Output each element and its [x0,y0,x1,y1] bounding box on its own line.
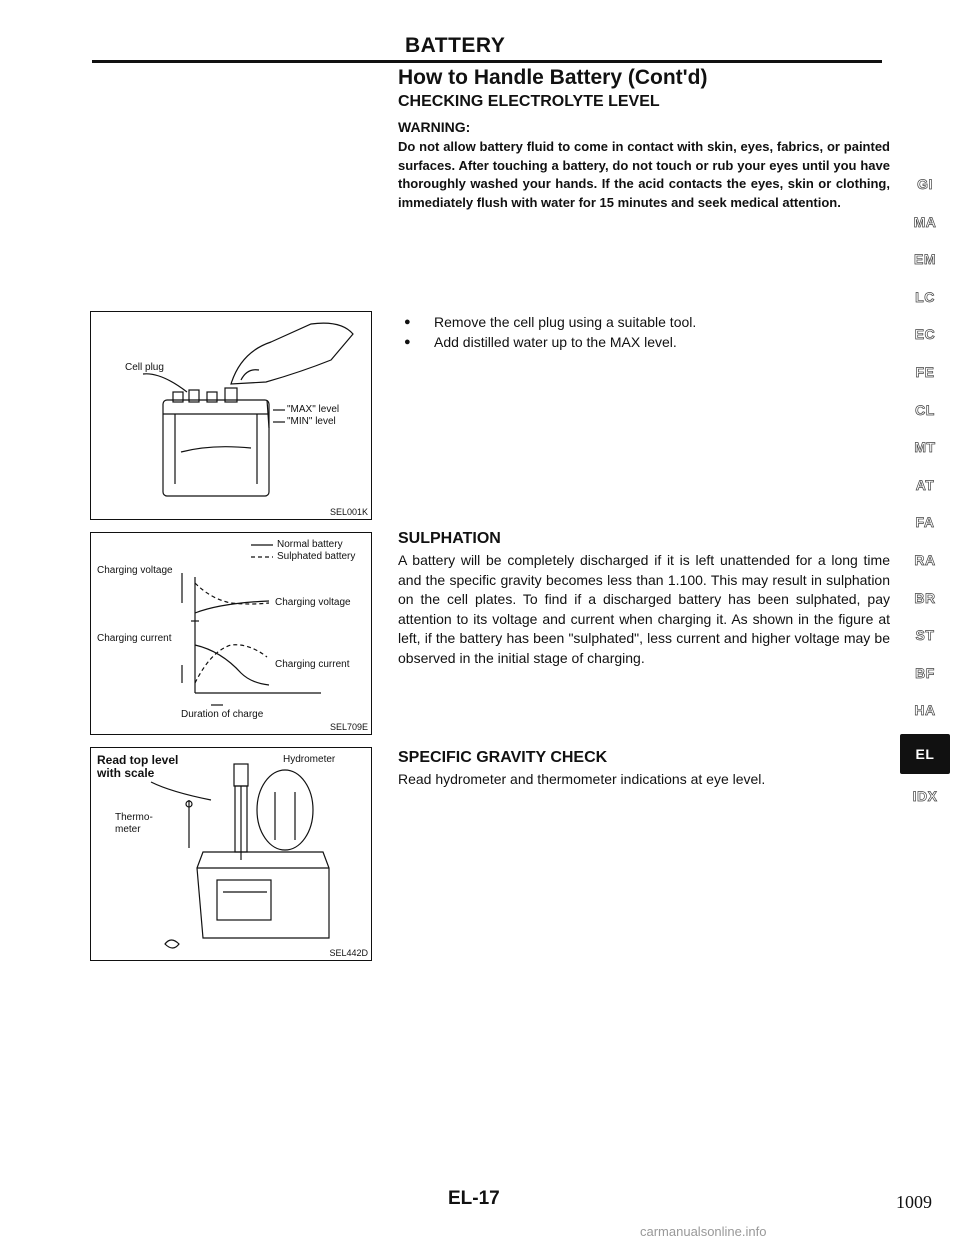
legend-sulphated: Sulphated battery [277,551,356,562]
section-title: How to Handle Battery (Cont'd) [398,66,708,89]
header-rule [92,60,882,63]
tab-gi[interactable]: GI [917,176,933,192]
tab-fa[interactable]: FA [915,514,935,531]
hydrometer-label: Hydrometer [283,754,336,765]
page-code: EL-17 [448,1188,500,1209]
max-level-label: "MAX" level [287,404,340,415]
tab-mt[interactable]: MT [914,439,936,456]
tab-ec[interactable]: EC [914,326,936,343]
tab-idx[interactable]: IDX [912,787,938,804]
warning-label: WARNING: [398,119,471,135]
thermometer-label-1: Thermo- [115,812,153,823]
sulphation-text: A battery will be completely discharged if it is left unattended for a long time and the specific gravity becomes less than 1.100. This may result in sulphation on the cell plates. To find if a discharged battery has been sulphated, pay attention to its voltage and current when charging it. As shown in the figure at left, if the battery has been "sulphated", less current and higher voltage may be observed in the initial stage of charging. [398,552,890,666]
figure-code: SEL001K [329,507,368,517]
warning-text: Do not allow battery fluid to come in contact with skin, eyes, fabrics, or painted surfaces. After touching a battery, do not touch or rub your eyes until you have thoroughly washed your hands. If the acid contacts the eyes, skin or clothing, immediately flush with water for 15 minutes and seek medical attention. [398,139,890,210]
cell-plug-label: Cell plug [125,362,164,373]
tab-ha[interactable]: HA [914,702,936,719]
y-label-voltage: Charging voltage [97,565,173,576]
curve-label-voltage: Charging voltage [275,597,351,608]
hydrometer-figure [90,747,372,961]
page-number: 1009 [896,1192,932,1212]
tab-el[interactable]: EL [900,734,950,774]
x-label-duration: Duration of charge [181,709,264,720]
gravity-text: Read hydrometer and thermometer indications at eye level. [398,771,766,787]
tab-br[interactable]: BR [914,589,936,606]
page-header-title: BATTERY [405,34,506,57]
figure-code: SEL709E [329,722,368,732]
tab-lc[interactable]: LC [915,288,935,305]
min-level-label: "MIN" level [287,416,336,427]
tab-cl[interactable]: CL [915,401,935,418]
watermark: carmanualsonline.info [640,1224,767,1239]
list-item: ● Remove the cell plug using a suitable tool. [398,312,868,332]
sulphation-title: SULPHATION [398,530,501,547]
section-subtitle: CHECKING ELECTROLYTE LEVEL [398,93,660,110]
tab-bf[interactable]: BF [915,664,935,681]
with-scale-label: with scale [97,766,155,780]
legend-normal: Normal battery [277,539,343,550]
instruction-list [398,312,868,352]
curve-label-current: Charging current [275,659,350,670]
gravity-title: SPECIFIC GRAVITY CHECK [398,749,608,766]
section-tabs [900,166,950,816]
tab-st[interactable]: ST [915,627,935,644]
battery-level-figure [90,311,372,520]
tab-ma[interactable]: MA [913,213,937,230]
read-top-label: Read top level [97,753,179,767]
tab-fe[interactable]: FE [915,363,935,380]
thermometer-label-2: meter [115,824,141,835]
tab-at[interactable]: AT [915,476,935,493]
y-label-current: Charging current [97,633,172,644]
list-item: ● Add distilled water up to the MAX level. [398,332,868,352]
tab-em[interactable]: EM [914,251,936,268]
charging-characteristics-figure [90,532,372,735]
figure-code: SEL442D [329,948,368,958]
tab-ra[interactable]: RA [914,551,936,568]
